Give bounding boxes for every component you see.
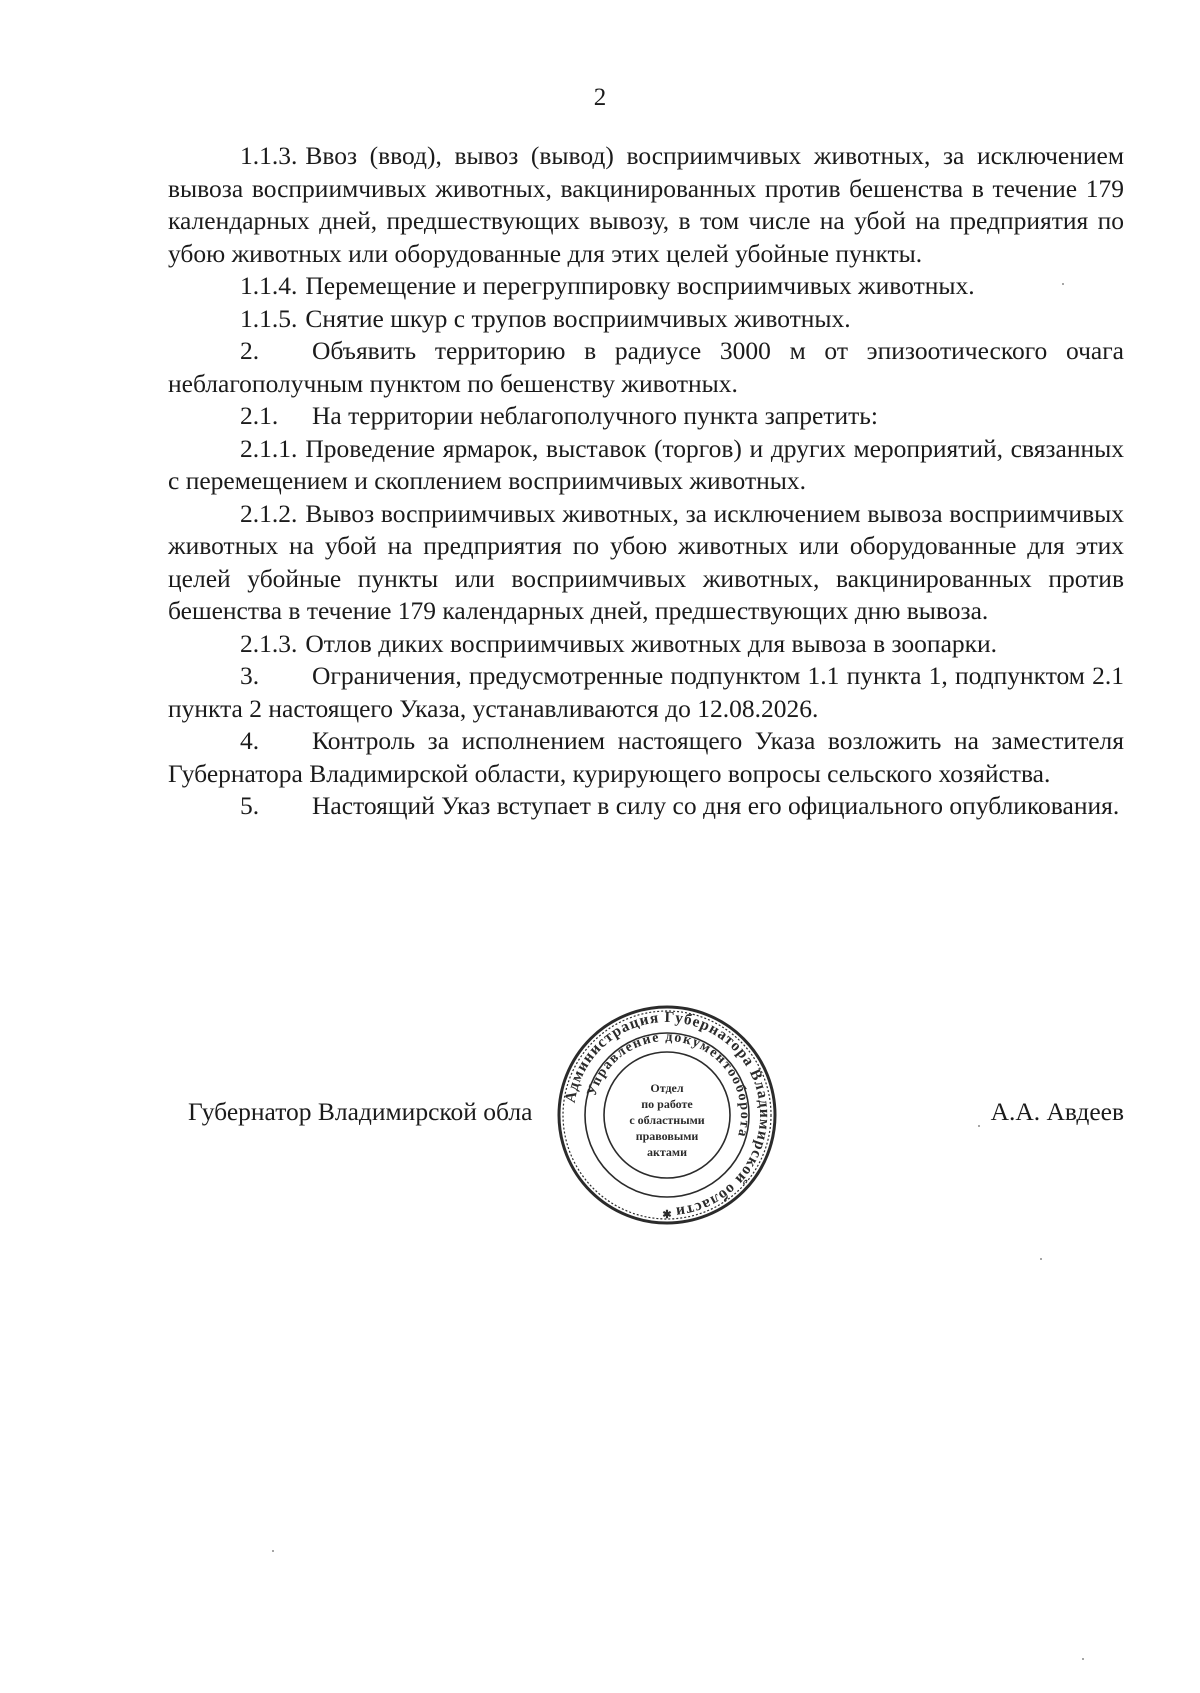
official-seal <box>552 1000 782 1230</box>
seal-outer-text: Администрация Губернатора Владимирской области <box>561 1008 774 1221</box>
clause-number: 1.1.3. <box>240 141 298 170</box>
scan-speck <box>1082 1658 1084 1660</box>
signatory-position: Губернатор Владимирской обла <box>188 1097 533 1126</box>
seal-center-line: правовыми <box>635 1129 699 1143</box>
paragraph-1-1-3 <box>168 140 1124 270</box>
clause-text: На территории неблагополучного пункта запретить: <box>312 401 878 430</box>
clause-number: 2.1.1. <box>240 433 298 463</box>
clause-number: 5. <box>240 791 260 820</box>
clause-text: Ограничения, предусмотренные подпунктом 1.1 пункта 1, подпунктом 2.1 пункта 2 настоящего Указа, устанавливаются до 12.08.2026. <box>168 661 1124 723</box>
clause-number: 2. <box>240 336 260 365</box>
clause-number: 2.1. <box>240 401 279 430</box>
clause-number: 2.1.2. <box>240 498 298 528</box>
clause-text: Перемещение и перегруппировку восприимчивых животных. <box>305 271 975 300</box>
clause-text: Проведение ярмарок, выставок (торгов) и других мероприятий, связанных с перемещением и скоплением восприимчивых животных. <box>168 433 1124 495</box>
seal-center-line: с областными <box>629 1113 705 1127</box>
document-body <box>168 140 1124 823</box>
clause-text: Вывоз восприимчивых животных, за исключением вывоза восприимчивых животных на убой на предприятия по убою животных или оборудованные для этих целей убойные пункты или восприимчивых животных, вакцинированных против бешенства в течение 179 календарных дней, предшествующих дню вывоза. <box>168 498 1124 625</box>
paragraph-3 <box>168 660 1124 725</box>
paragraph-1-1-5 <box>168 303 1124 336</box>
paragraph-2 <box>168 335 1124 400</box>
clause-text: Снятие шкур с трупов восприимчивых животных. <box>305 303 851 333</box>
paragraph-2-1-1 <box>168 433 1124 498</box>
signatory-name: А.А. Авдеев <box>990 1097 1124 1126</box>
paragraph-1-1-4 <box>168 270 1124 303</box>
paragraph-5 <box>168 790 1124 823</box>
seal-center-line: по работе <box>641 1097 693 1111</box>
clause-number: 1.1.4. <box>240 271 298 300</box>
seal-center-line: актами <box>646 1145 688 1159</box>
clause-text: Ввоз (ввод), вывоз (вывод) восприимчивых животных, за исключением вывоза восприимчивых животных, вакцинированных против бешенства в течение 179 календарных дней, предшествующих вывозу, в том числе на убой на предприятия по убою животных или оборудованные для этих целей убойные пункты. <box>168 141 1124 268</box>
page-number: 2 <box>593 84 607 111</box>
paragraph-2-1-3 <box>168 628 1124 661</box>
clause-number: 3. <box>240 661 260 690</box>
scan-speck <box>1062 283 1064 285</box>
clause-number: 2.1.3. <box>240 628 298 658</box>
paragraph-2-1-2 <box>168 498 1124 628</box>
seal-center-line: Отдел <box>650 1081 684 1095</box>
scan-speck <box>1040 1258 1042 1260</box>
clause-text: Настоящий Указ вступает в силу со дня его официального опубликования. <box>312 791 1120 820</box>
paragraph-4 <box>168 725 1124 790</box>
clause-number: 1.1.5. <box>240 303 298 333</box>
clause-number: 4. <box>240 726 260 755</box>
paragraph-2-1 <box>168 400 1124 433</box>
clause-text: Объявить территорию в радиусе 3000 м от эпизоотического очага неблагополучным пунктом по бешенству животных. <box>168 336 1124 398</box>
scan-speck <box>272 1550 274 1552</box>
clause-text: Отлов диких восприимчивых животных для вывоза в зоопарки. <box>305 628 998 658</box>
scan-speck <box>978 1125 980 1127</box>
seal-star-icon: ✱ <box>662 1209 672 1221</box>
clause-text: Контроль за исполнением настоящего Указа возложить на заместителя Губернатора Владимирской области, курирующего вопросы сельского хозяйства. <box>168 726 1124 788</box>
seal-inner-text: Управление документооборота <box>584 1029 753 1140</box>
